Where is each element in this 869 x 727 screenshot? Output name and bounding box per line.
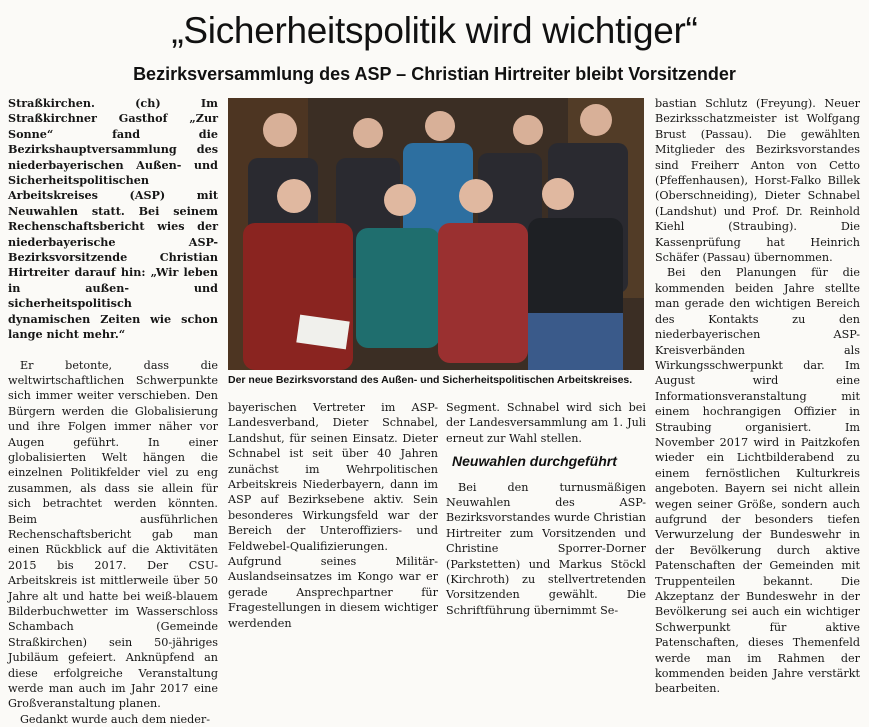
body-paragraph: bastian Schlutz (Freyung). Neuer Bezirksschatzmeister ist Wolfgang Brust (Passau). Die gewählten Mitglieder des Bezirksvorstandes sind Freiherr Anton von Cetto (Pfeffenhausen), Horst-Falko Billek (Oberschneiding), Dieter Schnabel (Landshut) und Prof. Dr. Reinhold Kiehl (Straubing). Die Kassenprüfung hat Heinrich Schäfer (Passau) übernommen. <box>655 97 860 265</box>
subheadline: Bezirksversammlung des ASP – Christian Hirtreiter bleibt Vorsitzender <box>133 64 736 84</box>
lead-paragraph: Straßkirchen. (ch) Im Straßkirchner Gasthof „Zur Sonne“ fand die Bezirkshauptversammlung des niederbayerischen Außen- und Sicherheitspolitischen Arbeitskreises (ASP) mit Neuwahlen statt. Bei seinem Rechenschaftsbericht wies der niederbayerische ASP-Bezirksvorsitzende Christian Hirtreiter darauf hin: „Wir leben in außen- und sicherheitspolitisch dynamischen Zeiten wie schon lange nicht mehr.“ <box>8 96 218 342</box>
body-paragraph: Segment. Schnabel wird sich bei der Landesversammlung am 1. Juli erneut zur Wahl stellen. <box>446 401 646 445</box>
body-paragraph: Bei den turnusmäßigen Neuwahlen des ASP-Bezirksvorstandes wurde Christian Hirtreiter zum Vorsitzenden und Christine Sporrer-Dorner (Parkstetten) und Markus Stöckl (Kirchroth) zu stellvertretenden Vorsitzenden gewählt. Die Schriftführung übernimmt Se- <box>446 480 646 617</box>
headline: „Sicherheitspolitik wird wichtiger“ <box>171 10 698 51</box>
photo-caption: Der neue Bezirksvorstand des Außen- und Sicherheitspolitischen Arbeitskreises. <box>228 374 633 386</box>
body-paragraph: Gedankt wurde auch dem nieder- <box>20 712 211 726</box>
body-paragraph: Er betonte, dass die weltwirtschaftlichen Schwerpunkte sich immer weiter verschieben. Den Bürgern werden die Globalisierung und ihre Folgen immer näher vor Augen geführt. In einer globalisierten Welt hängen die einzelnen Politikfelder viel zu eng zusammen, als dass sie allein für sich betrachtet werden könnten. Beim ausführlichen Rechenschaftsbericht gab man einen Rückblick auf die Aktivitäten 2015 bis 2017. Der CSU-Arbeitskreis ist mittlerweile über 50 Jahre alt und hatte bei weiß-blauem Bilderbuchwetter im Wasserschloss Schambach (Gemeinde Straßkirchen) sein 50-jähriges Jubiläum gefeiert. Anknüpfend an diese erfolgreiche Veranstaltung werde man auch im Jahr 2017 eine Großveranstaltung planen. <box>8 358 218 711</box>
body-paragraph: bayerischen Vertreter im ASP-Landesverband, Dieter Schnabel, Landshut, für seinen Einsatz. Dieter Schnabel ist seit über 40 Jahren zunächst im Wehrpolitischen Arbeitskreis Niederbayern, dann im ASP auf Bezirksebene aktiv. Sein besonderes Wirkungsfeld war der Bereich der Unteroffiziers- und Feldwebel-Qualifizierungen. Aufgrund seines Militär-Auslandseinsatzes im Kongo war er gerade Ansprechpartner für Fragestellungen in diesem wichtiger werdenden <box>228 401 438 630</box>
section-heading: Neuwahlen durchgeführt <box>452 453 617 470</box>
article-column-1 <box>8 96 218 727</box>
body-paragraph: Bei den Planungen für die kommenden beiden Jahre stellte man gerade den wichtigen Bereich des Kontakts zu den niederbayerischen ASP-Kreisverbänden als Wirkungsschwerpunkt dar. Im August wird eine Informationsveranstaltung mit einem hochrangigen Offizier in Straubing organisiert. Im November 2017 wird in Paitzkofen wieder ein Lichtbilderabend zu einem fernöstlichen Kulturkreis angeboten. Bayern sei nicht allein wegen seiner Größe, sondern auch aufgrund der besonders tiefen Verwurzelung der Bundeswehr in der Bevölkerung durch aktive Patenschaften der Gemeinden mit Truppenteilen bekannt. Die Akzeptanz der Bundeswehr in der Bevölkerung sei auch ein wichtiger Schwerpunkt für aktive Patenschaften, dieses Themenfeld werde man im Rahmen der kommenden beiden Jahre verstärkt bearbeiten. <box>655 266 860 696</box>
article-column-2 <box>228 400 438 631</box>
group-photo-illustration <box>228 98 644 370</box>
group-photo <box>228 98 644 370</box>
article-column-3 <box>446 400 646 618</box>
article-column-4 <box>655 96 860 697</box>
